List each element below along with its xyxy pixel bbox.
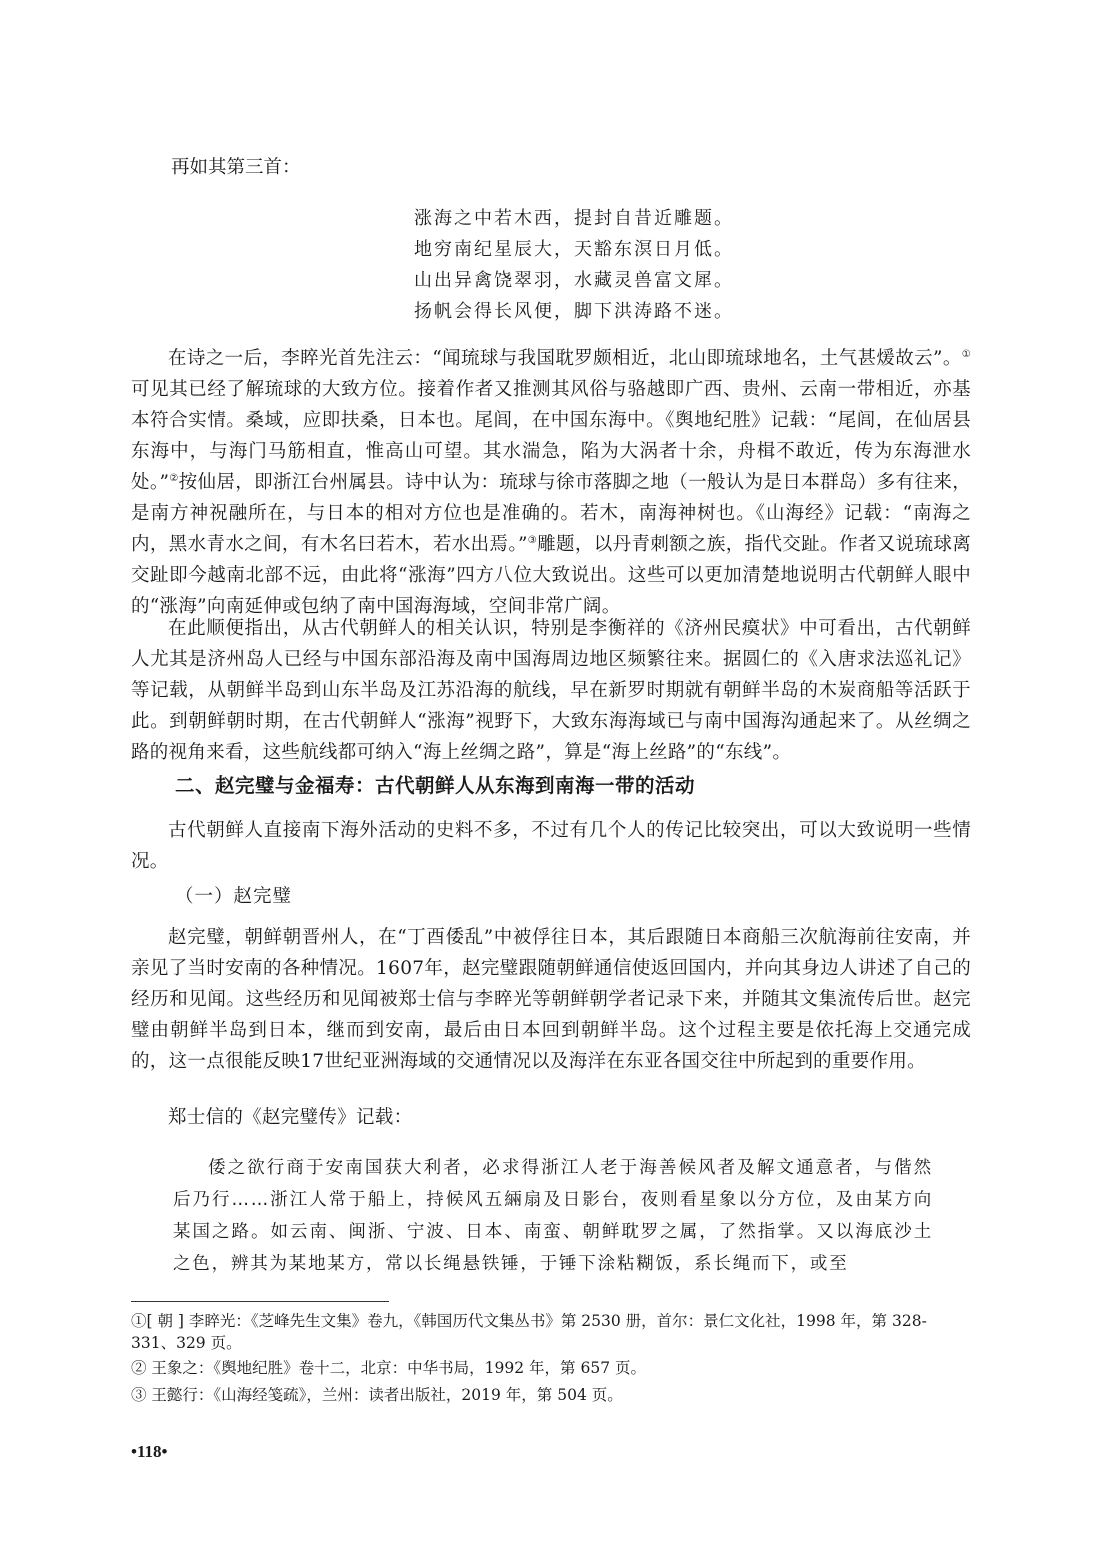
paragraph-5: 郑士信的《赵完璧传》记载： [168,1107,413,1128]
poem-block [414,203,734,327]
paragraph-3: 古代朝鲜人直接南下海外活动的史料不多，不过有几个人的传记比较突出，可以大致说明一些情况。 [131,820,971,872]
subsection-heading: （一）赵完璧 [175,886,293,907]
poem-line: 扬帆会得长风便，脚下洪涛路不迷。 [414,301,734,322]
block-quote: 倭之欲行商于安南国获大利者，必求得浙江人老于海善候风者及解文通意者，与偕然后乃行……浙江人常于船上，持候风五緉扇及日影台，夜则看星象以分方位，及由某方向某国之路。如云南、闽浙、宁波、日本、南蛮、朝鲜耽罗之属，了然指掌。又以海底沙土之色，辨其为某地某方，常以长绳悬铁锤，于锤下涂粘糊饭，系长绳而下，或至 [173,1158,933,1274]
footnote-1: ①[ 朝 ] 李睟光：《芝峰先生文集》卷九，《韩国历代文集丛书》第 2530 册，首尔：景仁文化社，1998 年，第 328-331、329 页。 [131,1312,927,1352]
footnote-ref-2: ② [169,472,179,484]
paragraph-2: 在此顺便指出，从古代朝鲜人的相关认识，特别是李衡祥的《济州民瘼状》中可看出，古代朝鲜人尤其是济州岛人已经与中国东部沿海及南中国海周边地区频繁往来。据圆仁的《入唐求法巡礼记》等记载，从朝鲜半岛到山东半岛及江苏沿海的航线，早在新罗时期就有朝鲜半岛的木炭商船等活跃于此。到朝鲜朝时期，在古代朝鲜人“涨海”视野下，大致东海海域已与南中国海沟通起来了。从丝绸之路的视角来看，这些航线都可纳入“海上丝绸之路”，算是“海上丝路”的“东线”。 [131,618,971,763]
poem-line: 地穷南纪星辰大，天豁东溟日月低。 [414,239,734,260]
poem-line: 涨海之中若木西，提封自昔近雕题。 [414,208,734,229]
paragraph-text: 雕题，以丹青刺额之族，指代交趾。作者又说琉球离交趾即今越南北部不远，由此将“涨海”四方八位大致说出。这些可以更加清楚地说明古代朝鲜人眼中的“涨海”向南延伸或包纳了南中国海海域，空间非常广阔。 [131,534,972,617]
paragraph-text: 在诗之一后，李睟光首先注云：“闻琉球与我国耽罗颇相近，北山即琉球地名，土气甚煖故云”。 [168,348,962,369]
intro-line: 再如其第三首： [171,157,301,178]
footnote-3: ③ 王懿行：《山海经笺疏》，兰州：读者出版社，2019 年，第 504 页。 [131,1386,623,1404]
footnote-ref-1: ① [961,348,971,360]
poem-line: 山出异禽饶翠羽，水藏灵兽富文犀。 [414,270,734,291]
footnote-2: ② 王象之：《舆地纪胜》卷十二，北京：中华书局，1992 年，第 657 页。 [131,1359,646,1377]
paragraph-text: 可见其已经了解琉球的大致方位。接着作者又推测其风俗与骆越即广西、贵州、云南一带相近，亦基本符合实情。桑域，应即扶桑，日本也。尾闾，在中国东海中。《舆地纪胜》记载：“尾闾，在仙居县东海中，与海门马筋相直，惟高山可望。其水湍急，陷为大涡者十余，舟楫不敢近，传为东海泄水处。” [131,379,971,493]
page-number: •118• [131,1442,168,1461]
paragraph-4: 赵完璧，朝鲜朝晋州人，在“丁酉倭乱”中被俘往日本，其后跟随日本商船三次航海前往安南，并亲见了当时安南的各种情况。1607年，赵完璧跟随朝鲜通信使返回国内，并向其身边人讲述了自己的经历和见闻。这些经历和见闻被郑士信与李睟光等朝鲜朝学者记录下来，并随其文集流传后世。赵完璧由朝鲜半岛到日本，继而到安南，最后由日本回到朝鲜半岛。这个过程主要是依托海上交通完成的，这一点很能反映17世纪亚洲海域的交通情况以及海洋在东亚各国交往中所起到的重要作用。 [131,927,971,1072]
paragraph-text: 按仙居，即浙江台州属县。诗中认为：琉球与徐市落脚之地（一般认为是日本群岛）多有往来，是南方神祝融所在，与日本的相对方位也是准确的。若木，南海神树也。《山海经》记载：“南海之内，黑水青水之间，有木名曰若木，若水出焉。” [131,472,972,555]
footnote-divider [131,1301,389,1302]
footnote-ref-3: ③ [527,534,538,546]
paragraph-1 [131,343,971,622]
section-heading: 二、赵完璧与金福寿：古代朝鲜人从东海到南海一带的活动 [175,774,696,797]
